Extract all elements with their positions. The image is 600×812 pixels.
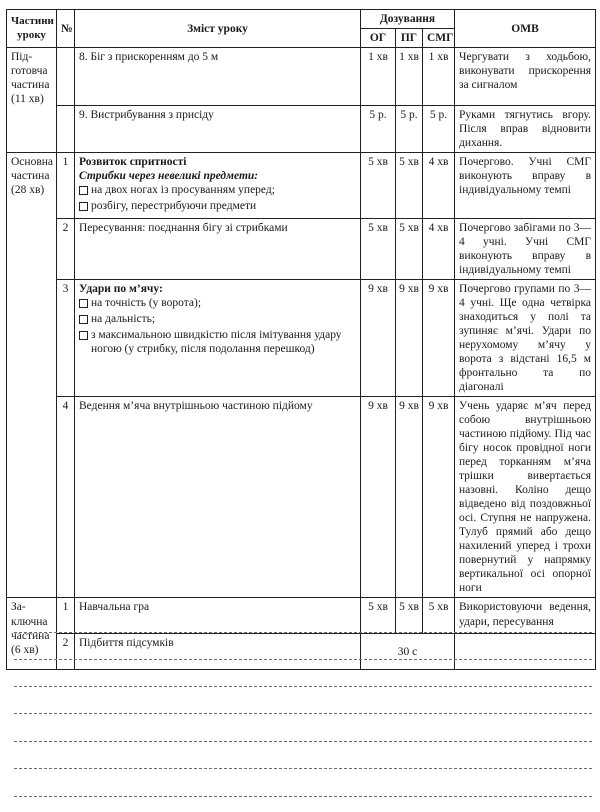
dose-pg: 5 хв [396, 153, 423, 219]
row-omv: Почергово групами по 3—4 учні. Ще одна четвірка знаходиться у полі та зупиняє м’ячі. Удари по нерухомому м’ячу у ворота з відстані 16,5 м фронтально та по діагоналі [455, 280, 596, 397]
note-line [14, 632, 592, 633]
table-row [7, 397, 596, 598]
row-num: 1 [57, 598, 75, 634]
dose-smg: 9 хв [423, 280, 455, 397]
note-line [14, 659, 592, 660]
header-content: Зміст уроку [75, 10, 361, 48]
row-omv: Почергово. Учні СМГ виконують вправу в індивідуальному темпі [455, 153, 596, 219]
table-row [7, 634, 596, 670]
header-parts: Частини уроку [7, 10, 57, 48]
table-row [7, 106, 596, 153]
dose-og: 5 хв [361, 219, 396, 280]
dose-pg: 1 хв [396, 48, 423, 106]
list-item: розбігу, перестрибуючи предмети [79, 199, 356, 215]
table-row [7, 280, 596, 397]
header-dose: Дозування [361, 10, 455, 29]
row-title: Удари по м’ячу: [79, 283, 163, 296]
row-title: Розвиток спритності [79, 156, 187, 169]
row-omv: Почергово забігами по 3—4 учні. Учні СМГ виконують вправу в індивідуальному темпі [455, 219, 596, 280]
dose-og: 9 хв [361, 280, 396, 397]
section-part: За-ключна частина (6 хв) [7, 598, 57, 670]
row-title: Ведення м’яча внутрішньою частиною підйому [75, 397, 361, 598]
table-row [7, 153, 596, 219]
row-num [57, 106, 75, 153]
row-title: 8. Біг з прискоренням до 5 м [75, 48, 361, 106]
row-num: 2 [57, 219, 75, 280]
note-line [14, 741, 592, 742]
dose-pg: 9 хв [396, 397, 423, 598]
row-content [75, 153, 361, 219]
checkbox-icon [79, 331, 88, 340]
header-pg: ПГ [396, 29, 423, 48]
dose-smg: 1 хв [423, 48, 455, 106]
dose-og: 5 хв [361, 598, 396, 634]
row-num: 2 [57, 634, 75, 670]
dose-smg: 5 хв [423, 598, 455, 634]
list-item: на дальність; [79, 312, 356, 328]
header-num: № [57, 10, 75, 48]
table-row [7, 219, 596, 280]
checkbox-icon [79, 202, 88, 211]
checkbox-icon [79, 299, 88, 308]
dose-smg: 9 хв [423, 397, 455, 598]
row-num: 4 [57, 397, 75, 598]
row-omv: Використовуючи ведення, удари, пересування [455, 598, 596, 634]
dose-pg: 5 хв [396, 598, 423, 634]
header-omv: ОМВ [455, 10, 596, 48]
row-subtitle: Стрибки через невеликі предмети: [79, 170, 259, 183]
list-item: на точність (у ворота); [79, 296, 356, 312]
checkbox-icon [79, 315, 88, 324]
list-item: з максимальною швидкістю після імітування удару ногою (у стрибку, після подолання перешкод) [79, 328, 356, 356]
row-title: Пересування: поєднання бігу зі стрибками [75, 219, 361, 280]
dose-pg: 5 хв [396, 219, 423, 280]
table-row [7, 48, 596, 106]
dose-smg: 5 р. [423, 106, 455, 153]
row-num: 1 [57, 153, 75, 219]
note-line [14, 686, 592, 687]
row-title: 9. Вистрибування з присіду [75, 106, 361, 153]
dose-smg: 4 хв [423, 153, 455, 219]
table-row [7, 598, 596, 634]
dose-og: 5 р. [361, 106, 396, 153]
header-og: ОГ [361, 29, 396, 48]
checkbox-icon [79, 186, 88, 195]
row-omv [455, 634, 596, 670]
note-line [14, 796, 592, 797]
dose-pg: 5 р. [396, 106, 423, 153]
dose-og: 1 хв [361, 48, 396, 106]
row-content [75, 280, 361, 397]
row-omv: Учень ударяє м’яч перед собою внутрішньою частиною підйому. Під час бігу носок провідної ноги перед торканням м’яча трішки вивертається назовні. Коліно дещо відведено від поздовжньої осі. Ступня не напружена. Тулуб прямий або дещо нахилений уперед і трохи повернутий у напрямку вертикальної осі опорної ноги [455, 397, 596, 598]
row-omv: Чергувати з ходьбою, виконувати прискорення за сигналом [455, 48, 596, 106]
note-line [14, 768, 592, 769]
section-part: Під-готовча частина (11 хв) [7, 48, 57, 153]
row-title: Підбиття підсумків [75, 634, 361, 670]
row-num: 3 [57, 280, 75, 397]
header-smg: СМГ [423, 29, 455, 48]
dose-merged: 30 с [361, 634, 455, 670]
row-omv: Руками тягнутись вгору. Після вправ відновити дихання. [455, 106, 596, 153]
dose-og: 5 хв [361, 153, 396, 219]
lesson-plan-table [6, 9, 596, 670]
list-item: на двох ногах із просуванням уперед; [79, 183, 356, 199]
dose-smg: 4 хв [423, 219, 455, 280]
row-title: Навчальна гра [75, 598, 361, 634]
note-line [14, 713, 592, 714]
row-num [57, 48, 75, 106]
dose-pg: 9 хв [396, 280, 423, 397]
section-part: Основна частина (28 хв) [7, 153, 57, 598]
dose-og: 9 хв [361, 397, 396, 598]
